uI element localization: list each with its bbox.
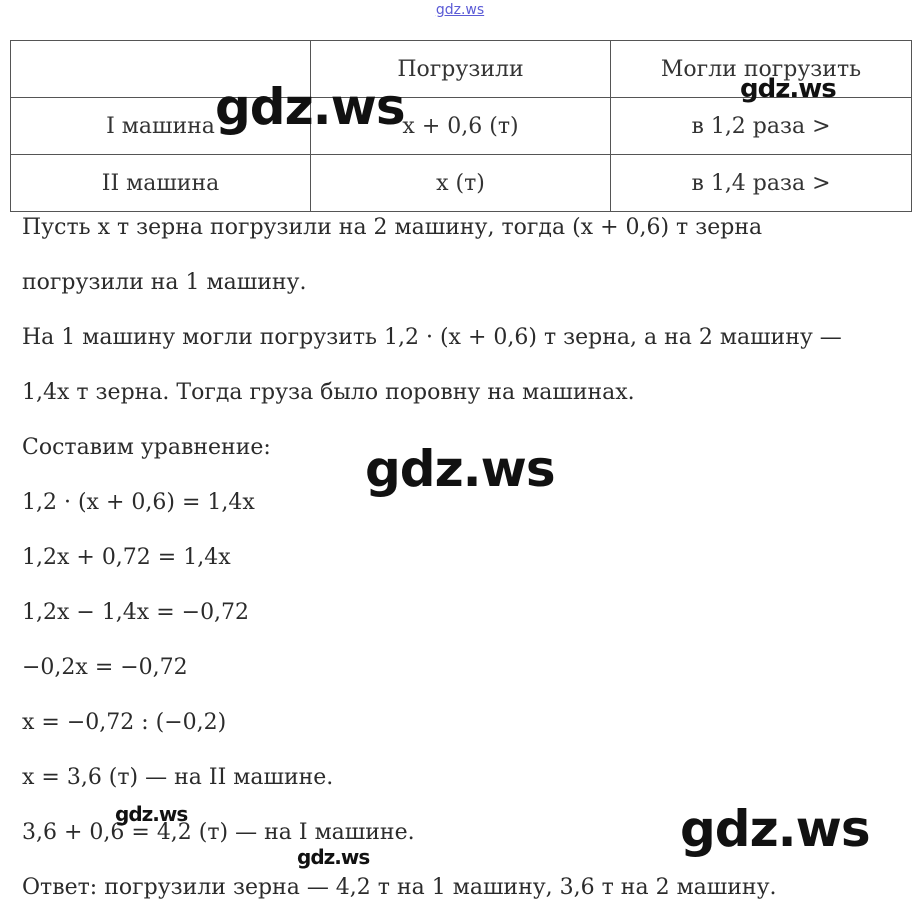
text-line: На 1 машину могли погрузить 1,2 · (x + 0,6) т зерна, а на 2 машину —	[22, 325, 842, 350]
watermark: gdz.ws	[680, 800, 870, 858]
equation-line: 1,2 · (x + 0,6) = 1,4x	[22, 490, 255, 515]
result-line: x = 3,6 (т) — на II машине.	[22, 765, 334, 790]
text-line: Пусть x т зерна погрузили на 2 машину, тогда (x + 0,6) т зерна	[22, 215, 763, 240]
table-cell: II машина	[11, 155, 311, 212]
table-header-cell: Могли погрузить	[611, 41, 912, 98]
table-cell: x + 0,6 (т)	[311, 98, 611, 155]
watermark: gdz.ws	[297, 845, 370, 869]
text-line: погрузили на 1 машину.	[22, 270, 307, 295]
result-line: 3,6 + 0,6 = 4,2 (т) — на I машине.	[22, 820, 415, 845]
watermark: gdz.ws	[215, 78, 405, 136]
table-cell: в 1,4 раза >	[611, 155, 912, 212]
equation-line: x = −0,72 : (−0,2)	[22, 710, 227, 735]
table-cell: I машина	[11, 98, 311, 155]
watermark: gdz.ws	[365, 440, 555, 498]
watermark: gdz.ws	[740, 74, 836, 104]
text-line: 1,4x т зерна. Тогда груза было поровну на машинах.	[22, 380, 635, 405]
top-watermark-link[interactable]: gdz.ws	[435, 2, 485, 18]
table-header-cell: Погрузили	[311, 41, 611, 98]
text-line: Составим уравнение:	[22, 435, 271, 460]
watermark: gdz.ws	[115, 802, 188, 826]
answer-line: Ответ: погрузили зерна — 4,2 т на 1 машину, 3,6 т на 2 машину.	[22, 875, 777, 900]
equation-line: 1,2x − 1,4x = −0,72	[22, 600, 250, 625]
table-cell: в 1,2 раза >	[611, 98, 912, 155]
data-table	[10, 40, 912, 212]
table-row	[11, 155, 912, 212]
table-cell: x (т)	[311, 155, 611, 212]
equation-line: −0,2x = −0,72	[22, 655, 188, 680]
table-row	[11, 98, 912, 155]
equation-line: 1,2x + 0,72 = 1,4x	[22, 545, 231, 570]
